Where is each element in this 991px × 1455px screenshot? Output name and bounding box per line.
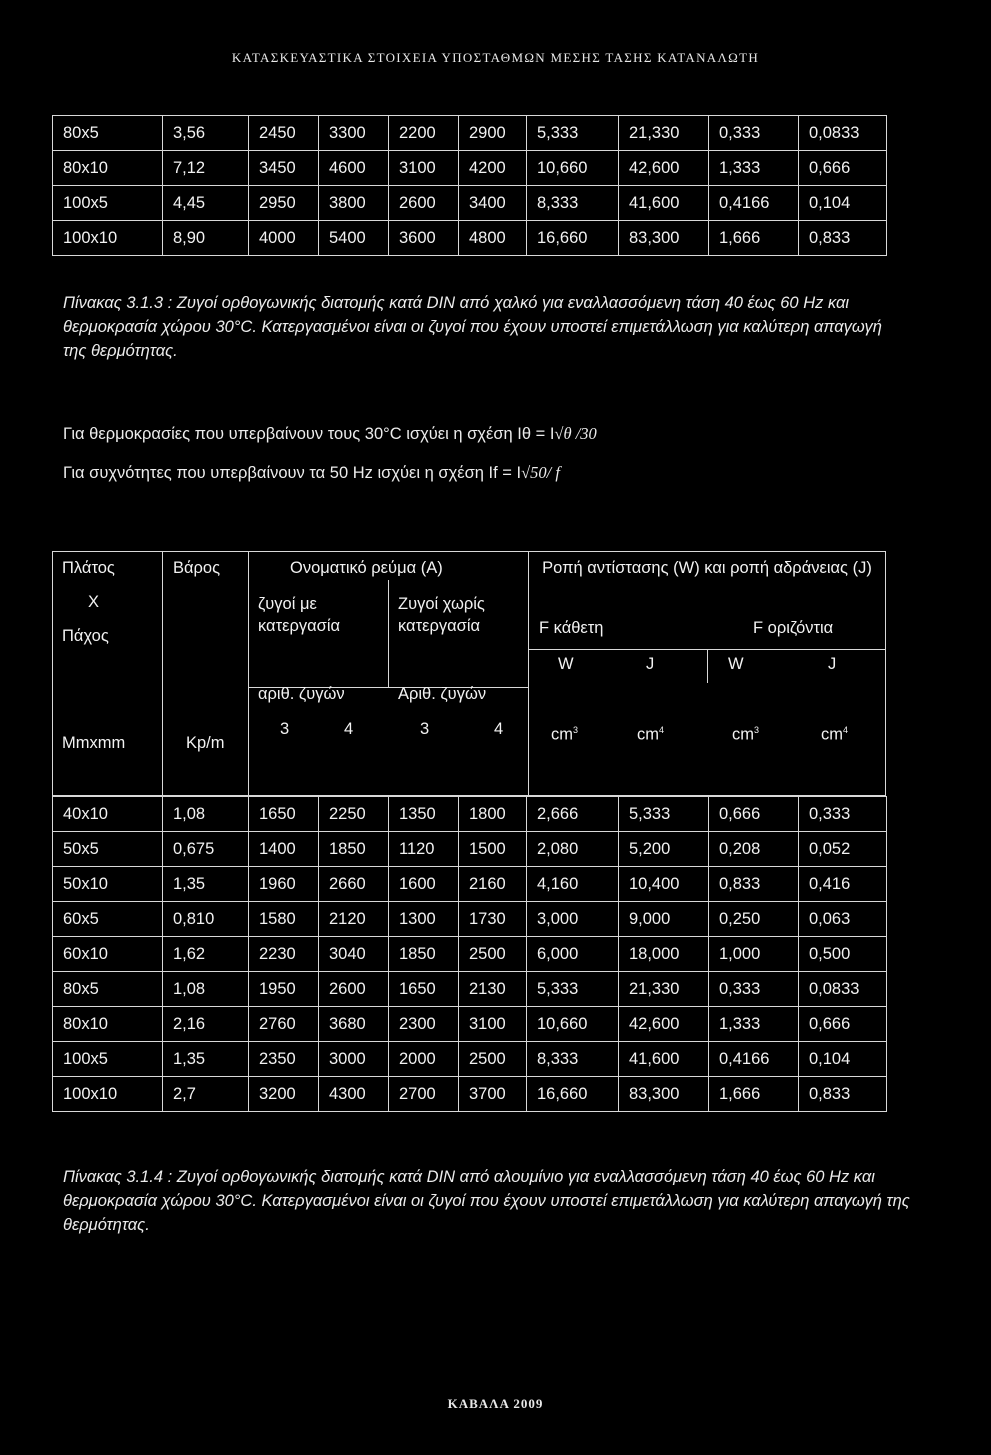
header-unit-cm4-a: $cm^4$ (637, 725, 665, 744)
table-caption-3-1-4: Πίνακας 3.1.4 : Ζυγοί ορθογωνικής διατομής κατά DIN από αλουμίνιο για εναλλασσόμενη τάση 40 έως 60 Hz και θερμοκρασία χώρου 30°C. Κατεργασμένοι είναι οι ζυγοί που έχουν υποστεί επιμετάλλωση για καλύτερη απαγωγή της θερμότητας. (63, 1168, 910, 1234)
table-cell: 1960 (249, 867, 319, 902)
header-f-horizontal: F οριζόντια (753, 619, 834, 637)
header-bars-3-with: 3 (280, 720, 290, 738)
table-cell: 4300 (319, 1077, 389, 1112)
table-cell: 3300 (319, 116, 389, 151)
table-cell: 83,300 (619, 1077, 709, 1112)
header-num-bars-without: Αριθ. ζυγών (398, 685, 487, 703)
temperature-formula (63, 424, 597, 444)
table-row (53, 1077, 887, 1112)
table-cell: 16,660 (527, 221, 619, 256)
header-unit-cm3-b: $cm^3$ (732, 725, 760, 744)
table-cell: 4000 (249, 221, 319, 256)
table-cell: 1650 (389, 972, 459, 1007)
table-cell: 1800 (459, 797, 527, 832)
table-cell: 2900 (459, 116, 527, 151)
table-cell: 2350 (249, 1042, 319, 1077)
table-cell: 83,300 (619, 221, 709, 256)
table-cell: 2600 (319, 972, 389, 1007)
table-cell: 5,200 (619, 832, 709, 867)
header-j-horizontal: J (828, 655, 837, 673)
table-cell: 4600 (319, 151, 389, 186)
header-unit-cm4-b: $cm^4$ (821, 725, 849, 744)
table-cell: 1580 (249, 902, 319, 937)
table-cell: 100x10 (53, 221, 163, 256)
table-cell: 3800 (319, 186, 389, 221)
header-width: Πλάτος (62, 559, 115, 577)
table-cell: 1,333 (709, 151, 799, 186)
table-cell: 5,333 (619, 797, 709, 832)
table-row (53, 867, 887, 902)
table-cell: 2700 (389, 1077, 459, 1112)
table-row (53, 972, 887, 1007)
table-cell: 0,333 (709, 116, 799, 151)
frequency-formula-text: Για συχνότητες που υπερβαίνουν τα 50 Hz ισχύει η σχέση If = Ι (63, 464, 522, 482)
table-cell: 3200 (249, 1077, 319, 1112)
table-cell: 50x5 (53, 832, 163, 867)
table-cell: 8,90 (163, 221, 249, 256)
table-cell: 0,0833 (799, 972, 887, 1007)
table-cell: 4200 (459, 151, 527, 186)
table-cell: 1,62 (163, 937, 249, 972)
header-unit-cm3-a: $cm^3$ (551, 725, 579, 744)
table-row (53, 186, 887, 221)
table-cell: 1,08 (163, 797, 249, 832)
table-cell: 6,000 (527, 937, 619, 972)
table-cell: 0,333 (799, 797, 887, 832)
table-row (53, 116, 887, 151)
header-bars-3-without: 3 (420, 720, 430, 738)
table-row (53, 937, 887, 972)
table-cell: 1850 (389, 937, 459, 972)
table-cell: 0,666 (799, 151, 887, 186)
header-unit-weight: Kp/m (186, 734, 225, 752)
table-cell: 0,500 (799, 937, 887, 972)
table-cell: 42,600 (619, 1007, 709, 1042)
table-cell: 42,600 (619, 151, 709, 186)
table-cell: 2230 (249, 937, 319, 972)
table-cell: 7,12 (163, 151, 249, 186)
header-num-bars-with: αριθ. ζυγών (258, 685, 345, 703)
table-cell: 2,080 (527, 832, 619, 867)
table-cell: 4800 (459, 221, 527, 256)
table-cell: 0,666 (799, 1007, 887, 1042)
temperature-formula-text: Για θερμοκρασίες που υπερβαίνουν τους 30°C ισχύει η σχέση Ιθ = Ι (63, 425, 555, 443)
table-cell: 1,666 (709, 1077, 799, 1112)
table-cell: 3680 (319, 1007, 389, 1042)
table-cell: 1,35 (163, 1042, 249, 1077)
table-cell: 1730 (459, 902, 527, 937)
table-cell: 4,45 (163, 186, 249, 221)
table-cell: 16,660 (527, 1077, 619, 1112)
table-cell: 8,333 (527, 1042, 619, 1077)
table-row (53, 221, 887, 256)
table-cell: 2,16 (163, 1007, 249, 1042)
table-cell: 0,666 (709, 797, 799, 832)
table-cell: 2500 (459, 937, 527, 972)
table-cell: 2500 (459, 1042, 527, 1077)
table-cell: 0,208 (709, 832, 799, 867)
header-x: Χ (88, 593, 100, 611)
header-unit-dim: Mmxmm (62, 734, 126, 752)
table-cell: 9,000 (619, 902, 709, 937)
table-cell: 2000 (389, 1042, 459, 1077)
table-cell: 21,330 (619, 972, 709, 1007)
table-cell: 0,810 (163, 902, 249, 937)
table-cell: 1,000 (709, 937, 799, 972)
table-cell: 3100 (459, 1007, 527, 1042)
table-cell: 2450 (249, 116, 319, 151)
header-w-horizontal: W (728, 655, 744, 673)
header-nominal-current: Ονοματικό ρεύμα (Α) (290, 559, 443, 577)
table-cell: 5400 (319, 221, 389, 256)
table-cell: 80x5 (53, 116, 163, 151)
table-cell: 0,333 (709, 972, 799, 1007)
table-row (53, 902, 887, 937)
table-row (53, 151, 887, 186)
table-cell: 3600 (389, 221, 459, 256)
table-cell: 1650 (249, 797, 319, 832)
table-cell: 5,333 (527, 116, 619, 151)
table-cell: 1350 (389, 797, 459, 832)
table-cell: 1,08 (163, 972, 249, 1007)
table-cell: 41,600 (619, 186, 709, 221)
page-footer: ΚΑΒΑΛΑ 2009 (447, 1396, 544, 1411)
table-cell: 1300 (389, 902, 459, 937)
table-cell: 0,833 (799, 1077, 887, 1112)
table-cell: 80x5 (53, 972, 163, 1007)
table-cell: 60x5 (53, 902, 163, 937)
header-f-vertical: F κάθετη (539, 619, 604, 637)
table-cell: 0,104 (799, 1042, 887, 1077)
table-cell: 40x10 (53, 797, 163, 832)
table-cell: 80x10 (53, 1007, 163, 1042)
table-cell: 2950 (249, 186, 319, 221)
header-bars-4-with: 4 (344, 720, 354, 738)
header-moment: Ροπή αντίστασης (W) και ροπή αδράνειας (J) (542, 559, 872, 577)
table-cell: 1500 (459, 832, 527, 867)
table-row (53, 797, 887, 832)
table-row (53, 1042, 887, 1077)
table-cell: 60x10 (53, 937, 163, 972)
copper-busbar-table (52, 115, 887, 256)
table-cell: 2760 (249, 1007, 319, 1042)
table-cell: 1950 (249, 972, 319, 1007)
frequency-formula-expr: √50/ f (521, 463, 560, 482)
table-cell: 2300 (389, 1007, 459, 1042)
table-cell: 10,660 (527, 1007, 619, 1042)
table-cell: 100x5 (53, 1042, 163, 1077)
table-cell: 3000 (319, 1042, 389, 1077)
table-row (53, 832, 887, 867)
table-cell: 2250 (319, 797, 389, 832)
table-cell: 3100 (389, 151, 459, 186)
table-cell: 2600 (389, 186, 459, 221)
table-cell: 3040 (319, 937, 389, 972)
table-cell: 50x10 (53, 867, 163, 902)
table-cell: 2130 (459, 972, 527, 1007)
table-cell: 0,833 (799, 221, 887, 256)
table-cell: 80x10 (53, 151, 163, 186)
header-bars-4-without: 4 (494, 720, 504, 738)
table-cell: 3,56 (163, 116, 249, 151)
header-with-processing: ζυγοί με κατεργασία (258, 595, 341, 635)
table-cell: 0,4166 (709, 186, 799, 221)
table-cell: 2120 (319, 902, 389, 937)
table-cell: 100x5 (53, 186, 163, 221)
table-cell: 3450 (249, 151, 319, 186)
table-cell: 10,400 (619, 867, 709, 902)
table-cell: 2160 (459, 867, 527, 902)
table-cell: 3400 (459, 186, 527, 221)
aluminium-table-header (52, 551, 886, 796)
header-j-vertical: J (646, 655, 655, 673)
header-weight: Βάρος (173, 559, 221, 577)
table-cell: 2660 (319, 867, 389, 902)
table-cell: 0,416 (799, 867, 887, 902)
table-cell: 1400 (249, 832, 319, 867)
table-cell: 2,7 (163, 1077, 249, 1112)
table-cell: 18,000 (619, 937, 709, 972)
table-row (53, 1007, 887, 1042)
table-cell: 1120 (389, 832, 459, 867)
table-cell: 0,833 (709, 867, 799, 902)
table-cell: 5,333 (527, 972, 619, 1007)
table-cell: 3700 (459, 1077, 527, 1112)
table-cell: 0,052 (799, 832, 887, 867)
table-cell: 1600 (389, 867, 459, 902)
table-cell: 2200 (389, 116, 459, 151)
table-cell: 0,063 (799, 902, 887, 937)
table-cell: 0,4166 (709, 1042, 799, 1077)
table-cell: 1,333 (709, 1007, 799, 1042)
header-thickness: Πάχος (62, 627, 109, 645)
table-cell: 4,160 (527, 867, 619, 902)
table-cell: 0,104 (799, 186, 887, 221)
table-cell: 3,000 (527, 902, 619, 937)
temperature-formula-expr: √θ /30 (554, 424, 597, 443)
table-cell: 2,666 (527, 797, 619, 832)
table-cell: 1,666 (709, 221, 799, 256)
aluminium-busbar-table (52, 796, 887, 1112)
page-header: ΚΑΤΑΣΚΕΥΑΣΤΙΚΑ ΣΤΟΙΧΕΙΑ ΥΠΟΣΤΑΘΜΩΝ ΜΕΣΗΣ ΤΑΣΗΣ ΚΑΤΑΝΑΛΩΤΗ (231, 50, 760, 65)
table-cell: 21,330 (619, 116, 709, 151)
table-cell: 1,35 (163, 867, 249, 902)
table-cell: 41,600 (619, 1042, 709, 1077)
table-cell: 10,660 (527, 151, 619, 186)
table-cell: 8,333 (527, 186, 619, 221)
table-caption-3-1-3: Πίνακας 3.1.3 : Ζυγοί ορθογωνικής διατομής κατά DIN από χαλκό για εναλλασσόμενη τάση 40 έως 60 Hz και θερμοκρασία χώρου 30°C. Κατεργασμένοι είναι οι ζυγοί που έχουν υποστεί επιμετάλλωση για καλύτερη απαγωγή της θερμότητας. (63, 294, 882, 360)
table-cell: 0,675 (163, 832, 249, 867)
table-cell: 0,0833 (799, 116, 887, 151)
table-cell: 0,250 (709, 902, 799, 937)
header-w-vertical: W (558, 655, 574, 673)
frequency-formula (63, 463, 560, 483)
table-cell: 100x10 (53, 1077, 163, 1112)
table-cell: 1850 (319, 832, 389, 867)
header-without-processing: Ζυγοί χωρίς κατεργασία (398, 595, 485, 635)
